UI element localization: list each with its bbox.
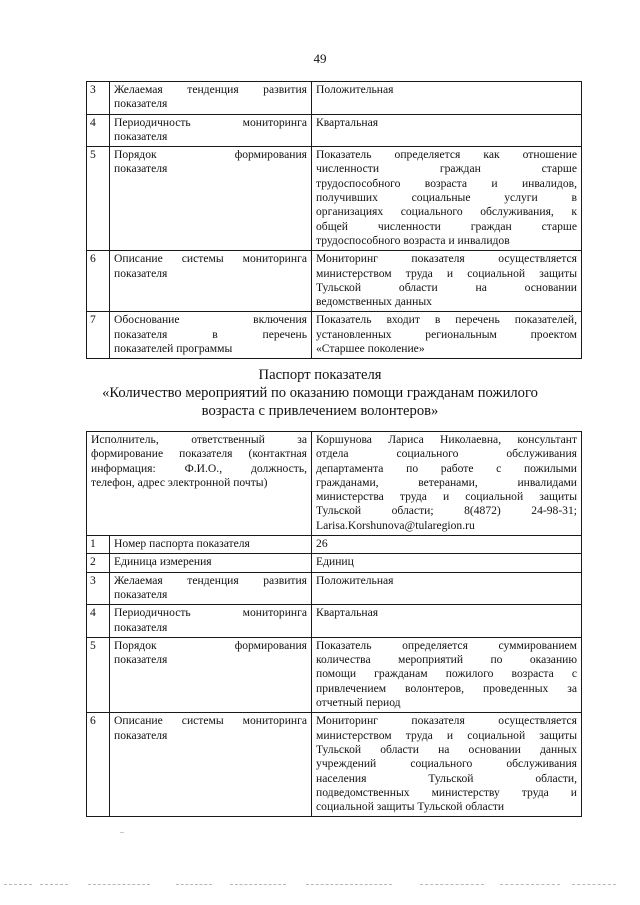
label-line: Периодичность мониторинга [114, 606, 308, 620]
footer-divider [306, 884, 392, 885]
label-line: показателя [114, 728, 168, 742]
footer-divider [230, 884, 286, 885]
table-row [87, 554, 582, 572]
value-line: привлечением волонтеров, проведенных за [316, 681, 578, 695]
value-line: Тульской области; 8(4872) 24-98-31; [316, 504, 578, 518]
row-number: 5 [87, 637, 110, 712]
value-line: Положительная [316, 83, 394, 96]
value-line: населения Тульской области, [316, 771, 578, 785]
label-line: Описание системы мониторинга [114, 714, 308, 728]
label-line: показателя [114, 620, 168, 634]
value-line: департамента по работе с пожилыми [316, 461, 578, 475]
value-line: отдела социального обслуживания [316, 447, 578, 461]
row-label [110, 251, 312, 312]
row-number: 5 [87, 147, 110, 251]
value-line: общей численности граждан старше [316, 219, 577, 233]
value-line: организациях социального обслуживания, к [316, 205, 577, 219]
value-line: Тульской области на основании [316, 280, 577, 294]
row-number: 1 [87, 536, 110, 554]
value-line: министерством труда и социальной защиты [316, 266, 577, 280]
label-line: Единица измерения [114, 555, 212, 569]
row-value [312, 554, 582, 572]
row-value [312, 82, 582, 115]
value-line: 26 [316, 537, 328, 551]
row-value [312, 536, 582, 554]
value-line: трудоспособного возраста и инвалидов [316, 233, 510, 247]
label-line: Желаемая тенденция развития [114, 83, 307, 96]
value-line: Мониторинг показателя осуществляется [316, 714, 578, 728]
row-label [110, 637, 312, 712]
table-row [87, 312, 582, 359]
label-line: показателя [114, 587, 168, 601]
value-line: установленных региональным проектом [316, 327, 577, 341]
label-line: формирование показателя (контактная [91, 447, 308, 461]
row-label [110, 536, 312, 554]
label-line: Порядок формирования [114, 148, 307, 162]
label-line: показателя [114, 97, 168, 111]
footer-divider [420, 884, 484, 885]
table-row [87, 536, 582, 554]
passport-heading: Паспорт показателя [258, 367, 382, 383]
value-line: получивших социальные услуги в [316, 191, 577, 205]
value-line: отчетный период [316, 696, 401, 710]
indicator-passport-table [86, 431, 582, 817]
row-label [110, 605, 312, 638]
indicator-title-line-1: «Количество мероприятий по оказанию помощи гражданам пожилого [102, 385, 538, 401]
row-value [312, 713, 582, 817]
label-line: телефон, адрес электронной почты) [91, 475, 268, 489]
value-line: министерством труда и социальной защиты [316, 728, 578, 742]
scan-mark [120, 832, 124, 833]
row-number: 2 [87, 554, 110, 572]
row-number: 4 [87, 114, 110, 147]
table-row [87, 713, 582, 817]
table-row [87, 572, 582, 605]
value-line: Коршунова Лариса Николаевна, консультант [316, 433, 578, 446]
label-line: показателя [114, 129, 168, 143]
row-number: 6 [87, 251, 110, 312]
footer-divider [500, 884, 560, 885]
footer-divider [88, 884, 150, 885]
executor-value [312, 432, 582, 536]
value-line: Мониторинг показателя осуществляется [316, 252, 577, 266]
value-line: учреждений социального обслуживания [316, 757, 578, 771]
footer-divider [176, 884, 212, 885]
value-line: Квартальная [316, 606, 379, 620]
table-row [87, 637, 582, 712]
value-line: Показатель входит в перечень показателей, [316, 313, 577, 327]
page-number: 49 [313, 51, 327, 66]
value-line: Тульской области на основании данных [316, 742, 578, 756]
value-line: «Старшее поколение» [316, 342, 425, 356]
indicator-table-continued [86, 81, 582, 359]
label-line: показателя [114, 653, 168, 667]
label-line: Номер паспорта показателя [114, 537, 250, 551]
value-line: социальной защиты Тульской области [316, 800, 505, 814]
row-label [110, 114, 312, 147]
row-value [312, 312, 582, 359]
label-line: показателей программы [114, 342, 233, 356]
label-line: Обоснование включения [114, 313, 307, 327]
footer-divider [40, 884, 68, 885]
row-number: 3 [87, 572, 110, 605]
row-number: 6 [87, 713, 110, 817]
row-number: 4 [87, 605, 110, 638]
value-line: Положительная [316, 573, 394, 587]
row-number: 7 [87, 312, 110, 359]
row-value [312, 572, 582, 605]
table-row [87, 605, 582, 638]
table-row [87, 82, 582, 115]
label-line: показателя [114, 266, 168, 280]
value-line: министерства труда и социальной защиты [316, 490, 578, 504]
value-line: Larisa.Korshunova@tularegion.ru [316, 518, 475, 532]
label-line: Порядок формирования [114, 638, 308, 652]
value-line: численности граждан старше [316, 162, 577, 176]
value-line: Показатель определяется как отношение [316, 148, 577, 162]
label-line: Описание системы мониторинга [114, 252, 307, 266]
row-label [110, 572, 312, 605]
label-line: информация: Ф.И.О., должность, [91, 461, 308, 475]
value-line: трудоспособного возраста и инвалидов, [316, 176, 577, 190]
label-line: Периодичность мониторинга [114, 115, 307, 129]
executor-label [87, 432, 312, 536]
value-line: подведомственных министерству труда и [316, 785, 578, 799]
value-line: Показатель определяется суммированием [316, 638, 578, 652]
row-number: 3 [87, 82, 110, 115]
table-row [87, 114, 582, 147]
row-label [110, 713, 312, 817]
row-value [312, 114, 582, 147]
row-label [110, 147, 312, 251]
indicator-title-line-2: возраста с привлечением волонтеров» [201, 403, 439, 419]
executor-row [87, 432, 582, 536]
table-row [87, 147, 582, 251]
value-line: Единиц [316, 555, 354, 569]
row-label [110, 312, 312, 359]
label-line: показателя [114, 162, 168, 176]
row-value [312, 605, 582, 638]
value-line: гражданами, ветеранами, инвалидами [316, 475, 578, 489]
row-label [110, 554, 312, 572]
label-line: показателя в перечень [114, 327, 307, 341]
value-line: помощи гражданам пожилого возраста с [316, 667, 578, 681]
row-label [110, 82, 312, 115]
label-line: Исполнитель, ответственный за [91, 433, 308, 446]
row-value [312, 251, 582, 312]
value-line: ведомственных данных [316, 295, 432, 309]
value-line: количества мероприятий по оказанию [316, 653, 578, 667]
label-line: Желаемая тенденция развития [114, 573, 308, 587]
table-row [87, 251, 582, 312]
row-value [312, 637, 582, 712]
row-value [312, 147, 582, 251]
value-line: Квартальная [316, 115, 379, 129]
footer-divider [572, 884, 616, 885]
footer-divider [4, 884, 32, 885]
